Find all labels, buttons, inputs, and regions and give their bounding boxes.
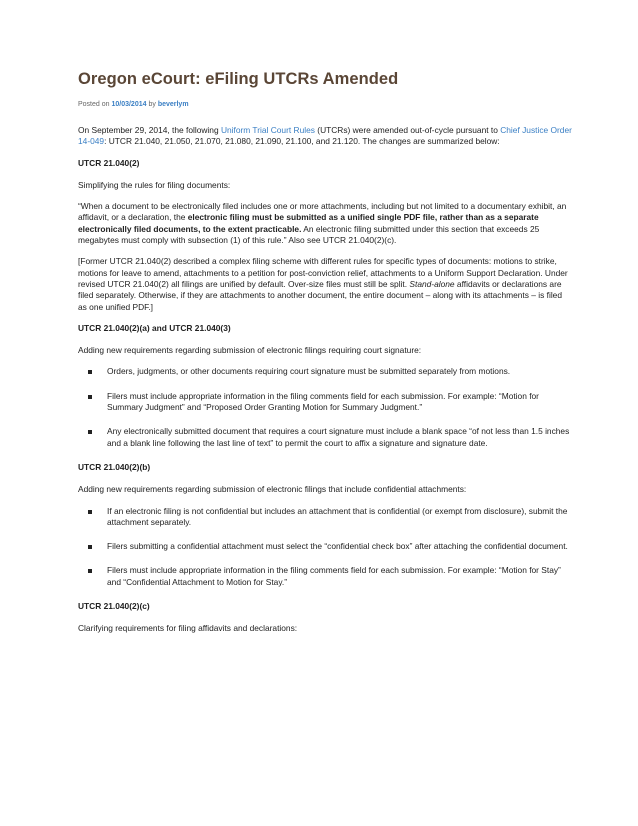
signature-requirements-list (78, 366, 573, 448)
utcr-link[interactable]: Uniform Trial Court Rules (220, 125, 315, 135)
list-item (78, 506, 573, 529)
list-item-text: If an electronic filing is not confidential but includes an attachment that is confidential (or exempt from disclosure), submit the attachment separately. (107, 505, 568, 527)
intro-paragraph (78, 125, 573, 148)
list-item (78, 565, 573, 588)
list-item-text: Orders, judgments, or other documents requiring court signature must be submitted separately from motions. (107, 366, 511, 377)
cjo-link[interactable]: Chief Justice Order 14-049 (78, 125, 572, 147)
section-lead-3: Adding new requirements regarding submission of electronic filings that include confidential attachments: (78, 484, 467, 495)
former-rule-note (78, 256, 573, 312)
article (78, 70, 573, 645)
list-item-text: Filers must include appropriate information in the filing comments field for each submission. For example: “Motion for Stay” and “Confidential Attachment to Motion for Stay.” (107, 565, 561, 587)
list-item (78, 391, 573, 414)
note-italic-text: Stand-alone (409, 278, 455, 289)
page-title: Oregon eCourt: eFiling UTCRs Amended (78, 70, 399, 88)
list-item-text: Any electronically submitted document that requires a court signature must include a blank space “of not less than 1.5 inches and a blank line following the last line of text” to permit the court to affix a signature and signature date. (107, 426, 570, 448)
list-item (78, 366, 573, 377)
section-heading-3: UTCR 21.040(2)(b) (78, 461, 151, 472)
intro-text-1: On September 29, 2014, the following (78, 125, 221, 135)
rule-quote (78, 201, 573, 246)
square-bullet-icon (88, 430, 92, 434)
square-bullet-icon (88, 395, 92, 399)
post-date-link[interactable]: 10/03/2014 (111, 101, 147, 108)
posted-on-label: Posted on (78, 101, 112, 108)
list-item (78, 541, 573, 552)
square-bullet-icon (88, 370, 92, 374)
quote-text-b: An electronic filing submitted under this section that exceeds 25 megabytes must comply with subsection (1) of this rule.” Also see UTCR 21.040(2)(c). (78, 223, 540, 246)
intro-text-3: : UTCR 21.040, 21.050, 21.070, 21.080, 21.090, 21.100, and 21.120. The changes are summarized below: (104, 136, 500, 147)
section-lead-1: Simplifying the rules for filing documents: (78, 179, 231, 190)
section-lead-2: Adding new requirements regarding submission of electronic filings requiring court signature: (78, 345, 422, 356)
list-item-text: Filers must include appropriate information in the filing comments field for each submission. For example: “Motion for Summary Judgment” and “Proposed Order Granting Motion for Summary Judgment.” (107, 390, 539, 413)
author-link[interactable]: beverlym (157, 101, 189, 108)
intro-text-2: (UTCRs) were amended out-of-cycle pursuant to (314, 125, 501, 135)
section-heading-4: UTCR 21.040(2)(c) (78, 601, 150, 612)
post-meta (78, 101, 573, 108)
by-label: by (146, 101, 158, 108)
confidential-attachments-list (78, 506, 573, 588)
quote-bold-text: electronic filing must be submitted as a unified single PDF file, rather than as a separate electronically filed documents, to the extent practicable. (78, 212, 539, 234)
square-bullet-icon (88, 510, 92, 514)
section-heading-1: UTCR 21.040(2) (78, 157, 140, 168)
quote-text-a: “When a document to be electronically filed includes one or more attachments, including but not limited to a documentary exhibit, an affidavit, or a declaration, the (78, 201, 567, 223)
section-lead-4: Clarifying requirements for filing affidavits and declarations: (78, 623, 298, 634)
section-heading-2: UTCR 21.040(2)(a) and UTCR 21.040(3) (78, 322, 231, 333)
list-item-text: Filers submitting a confidential attachment must select the “confidential check box” after attaching the confidential document. (107, 541, 568, 552)
list-item (78, 426, 573, 449)
note-text-a: [Former UTCR 21.040(2) described a complex filing scheme with different rules for specific types of documents: motions to strike, motions for leave to amend, attachments to a petition for post-conviction relief, attachments to a Uniform Support Declaration. Under revised UTCR 21.040(2) all filings are unified by default. Over-size files must still be split. (78, 256, 568, 289)
square-bullet-icon (88, 545, 92, 549)
note-text-b: affidavits or declarations are filed separately. Otherwise, if they are attachments to another document, the entire document – along with its attachments – is filed as one unified PDF.] (78, 278, 562, 312)
square-bullet-icon (88, 569, 92, 573)
